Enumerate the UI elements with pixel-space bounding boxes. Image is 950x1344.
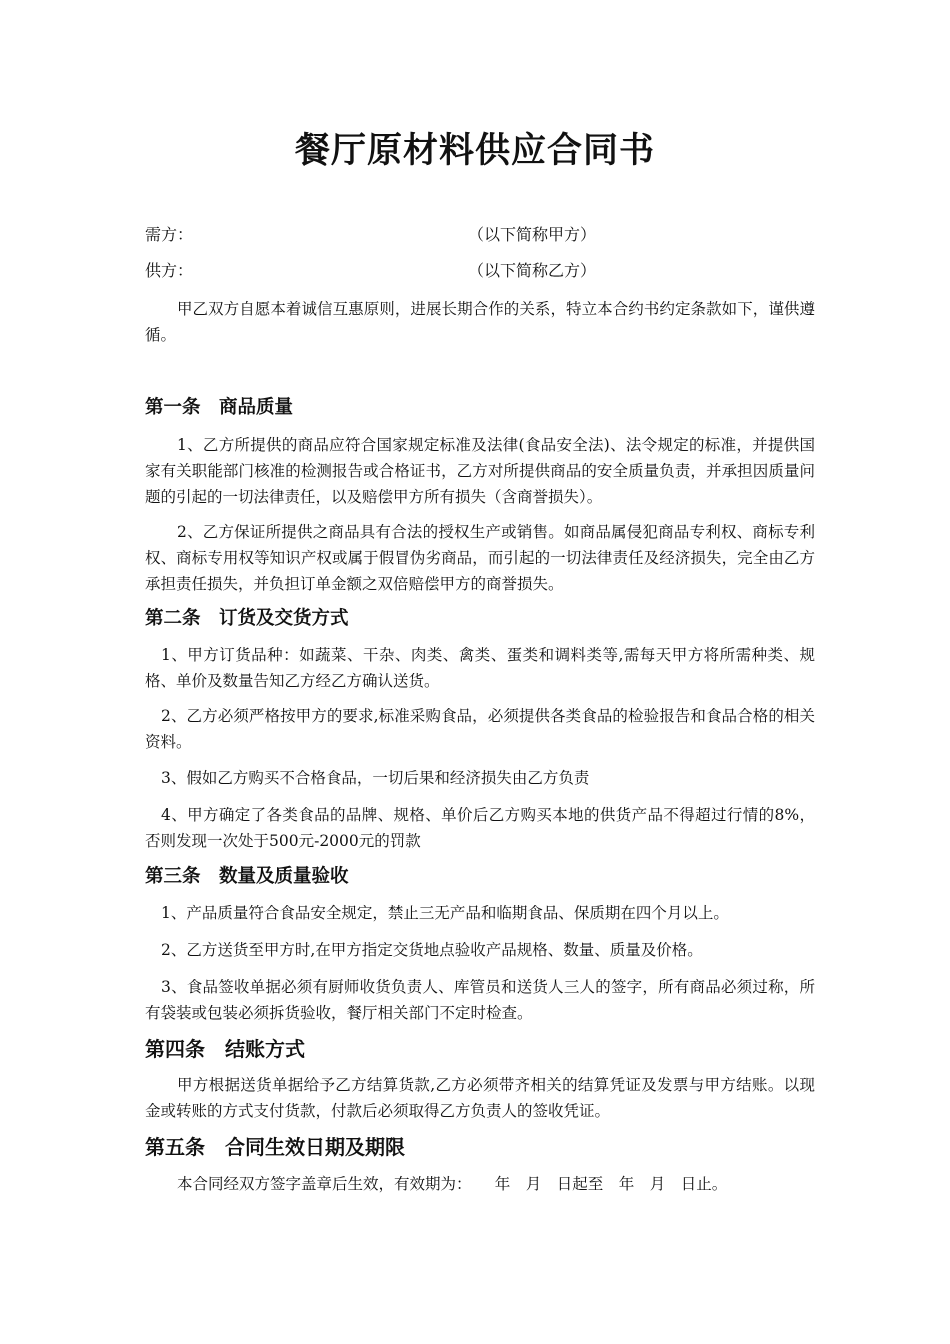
- section-1-paragraph-2: 2、乙方保证所提供之商品具有合法的授权生产或销售。如商品属侵犯商品专利权、商标专利权、商标专用权等知识产权或属于假冒伪劣商品，而引起的一切法律责任及经济损失，完全由乙方承担责任损失，并负担订单金额之双倍赔偿甲方的商誉损失。: [145, 523, 815, 593]
- seller-line: [145, 259, 597, 283]
- section-2-paragraph-2: 2、乙方必须严格按甲方的要求,标准采购食品，必须提供各类食品的检验报告和食品合格的相关资料。: [145, 707, 815, 751]
- document-title: 餐厅原材料供应合同书: [294, 131, 655, 171]
- section-2-paragraph-4: 4、甲方确定了各类食品的品牌、规格、单价后乙方购买本地的供货产品不得超过行情的8%，否则发现一次处于500元-2000元的罚款: [145, 806, 815, 850]
- seller-label: 供方：: [145, 261, 194, 280]
- section-5-heading: 第五条 合同生效日期及期限: [145, 1135, 405, 1159]
- section-3-paragraph-3: 3、食品签收单据必须有厨师收货负责人、库管员和送货人三人的签字，所有商品必须过称，所有袋装或包装必须拆货验收，餐厅相关部门不定时检查。: [145, 978, 815, 1022]
- buyer-note: （以下简称甲方）: [468, 225, 597, 244]
- seller-note: （以下简称乙方）: [468, 261, 597, 280]
- intro-paragraph: 甲乙双方自愿本着诚信互惠原则，进展长期合作的关系，特立本合约书约定条款如下，谨供遵循。: [145, 300, 815, 344]
- section-2-heading: 第二条 订货及交货方式: [145, 608, 349, 629]
- section-5-paragraph-1: 本合同经双方签字盖章后生效，有效期为： 年 月 日起至 年 月 日止。: [177, 1175, 728, 1193]
- section-1-heading: 第一条 商品质量: [145, 397, 294, 418]
- section-2-paragraph-3: 3、假如乙方购买不合格食品，一切后果和经济损失由乙方负责: [161, 769, 590, 787]
- section-4-paragraph-1: 甲方根据送货单据给予乙方结算货款,乙方必须带齐相关的结算凭证及发票与甲方结账。以现金或转账的方式支付货款，付款后必须取得乙方负责人的签收凭证。: [145, 1076, 815, 1120]
- buyer-line: [145, 223, 597, 247]
- section-3-paragraph-2: 2、乙方送货至甲方时,在甲方指定交货地点验收产品规格、数量、质量及价格。: [161, 941, 703, 959]
- section-2-paragraph-1: 1、甲方订货品种：如蔬菜、干杂、肉类、禽类、蛋类和调料类等,需每天甲方将所需种类、规格、单价及数量告知乙方经乙方确认送货。: [145, 646, 815, 690]
- section-3-heading: 第三条 数量及质量验收: [145, 866, 349, 887]
- buyer-label: 需方：: [145, 225, 194, 244]
- section-4-heading: 第四条 结账方式: [145, 1037, 305, 1061]
- section-1-paragraph-1: 1、乙方所提供的商品应符合国家规定标准及法律(食品安全法)、法令规定的标准，并提供国家有关职能部门核准的检测报告或合格证书，乙方对所提供商品的安全质量负责，并承担因质量问题的引起的一切法律责任，以及赔偿甲方所有损失（含商誉损失）。: [145, 436, 815, 506]
- section-3-paragraph-1: 1、产品质量符合食品安全规定，禁止三无产品和临期食品、保质期在四个月以上。: [161, 904, 729, 922]
